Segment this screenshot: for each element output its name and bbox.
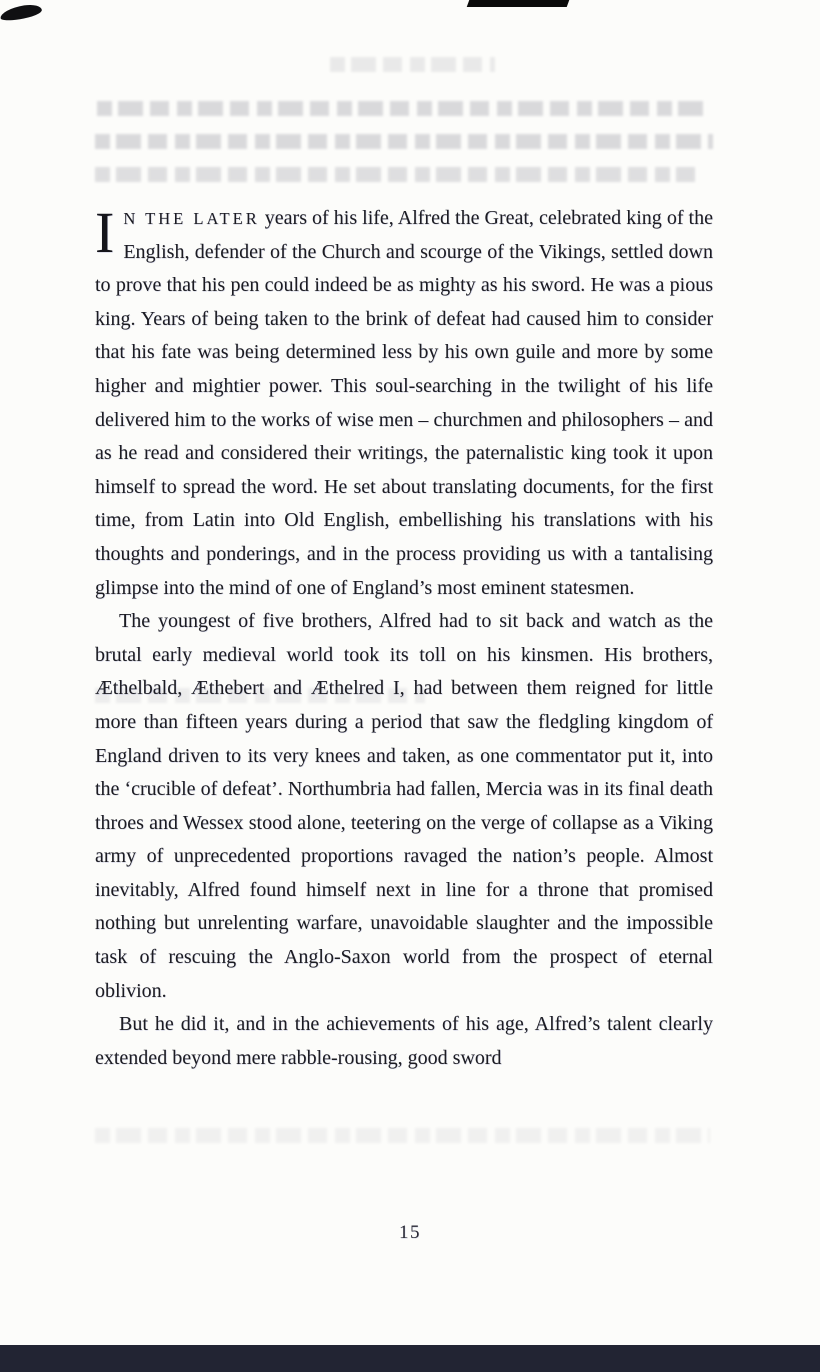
paragraph-2: The youngest of five brothers, Alfred had to sit back and watch as the brutal early medieval world took its toll on his kinsmen. His brothers, Æthelbald, Æthebert and Æthelred I, had between them reigned for little more than fifteen years during a period that saw the fledgling kingdom of England driven to its very knees and taken, as one commentator put it, into the ‘crucible of defeat’. Northumbria had fallen, Mercia was in its final death throes and Wessex stood alone, teetering on the verge of collapse as a Viking army of unprecedented proportions ravaged the nation’s people. Almost inevitably, Alfred found himself next in line for a throne that promised nothing but unrelenting warfare, unavoidable slaughter and the impossible task of rescuing the Anglo-Saxon world from the prospect of eternal oblivion. — [95, 610, 713, 1002]
scan-artifact-bottom-bar — [0, 1345, 820, 1372]
bleedthrough-text-line — [97, 101, 709, 116]
scan-artifact-top-edge — [467, 0, 570, 7]
body-text — [95, 202, 713, 1075]
opening-small-caps: N THE LATER — [123, 209, 260, 228]
scan-artifact-top-left — [0, 3, 43, 22]
paragraph-1-text: years of his life, Alfred the Great, celebrated king of the English, defender of the Church and scourge of the Vikings, settled down to prove that his pen could indeed be as mighty as his sword. He was a pious king. Years of being taken to the brink of defeat had caused him to consider that his fate was being determined less by his own guile and more by some higher and mightier power. This soul-searching in the twilight of his life delivered him to the works of wise men – churchmen and philosophers – and as he read and considered their writings, the paternalistic king took it upon himself to spread the word. He set about translating documents, for the first time, from Latin into Old English, embellishing his translations with his thoughts and ponderings, and in the process providing us with a tantalising glimpse into the mind of one of England’s most eminent statesmen. — [95, 207, 713, 599]
bleedthrough-header — [330, 57, 495, 72]
paragraph-3: But he did it, and in the achievements of his age, Alfred’s talent clearly extended beyond mere rabble-rousing, good sword — [95, 1013, 713, 1069]
bleedthrough-text-line — [95, 134, 713, 149]
bleedthrough-text-line — [95, 1128, 710, 1143]
page-number: 15 — [399, 1222, 421, 1243]
drop-cap: I — [95, 200, 115, 265]
paragraph-1 — [95, 202, 713, 605]
bleedthrough-text-line — [95, 167, 695, 182]
